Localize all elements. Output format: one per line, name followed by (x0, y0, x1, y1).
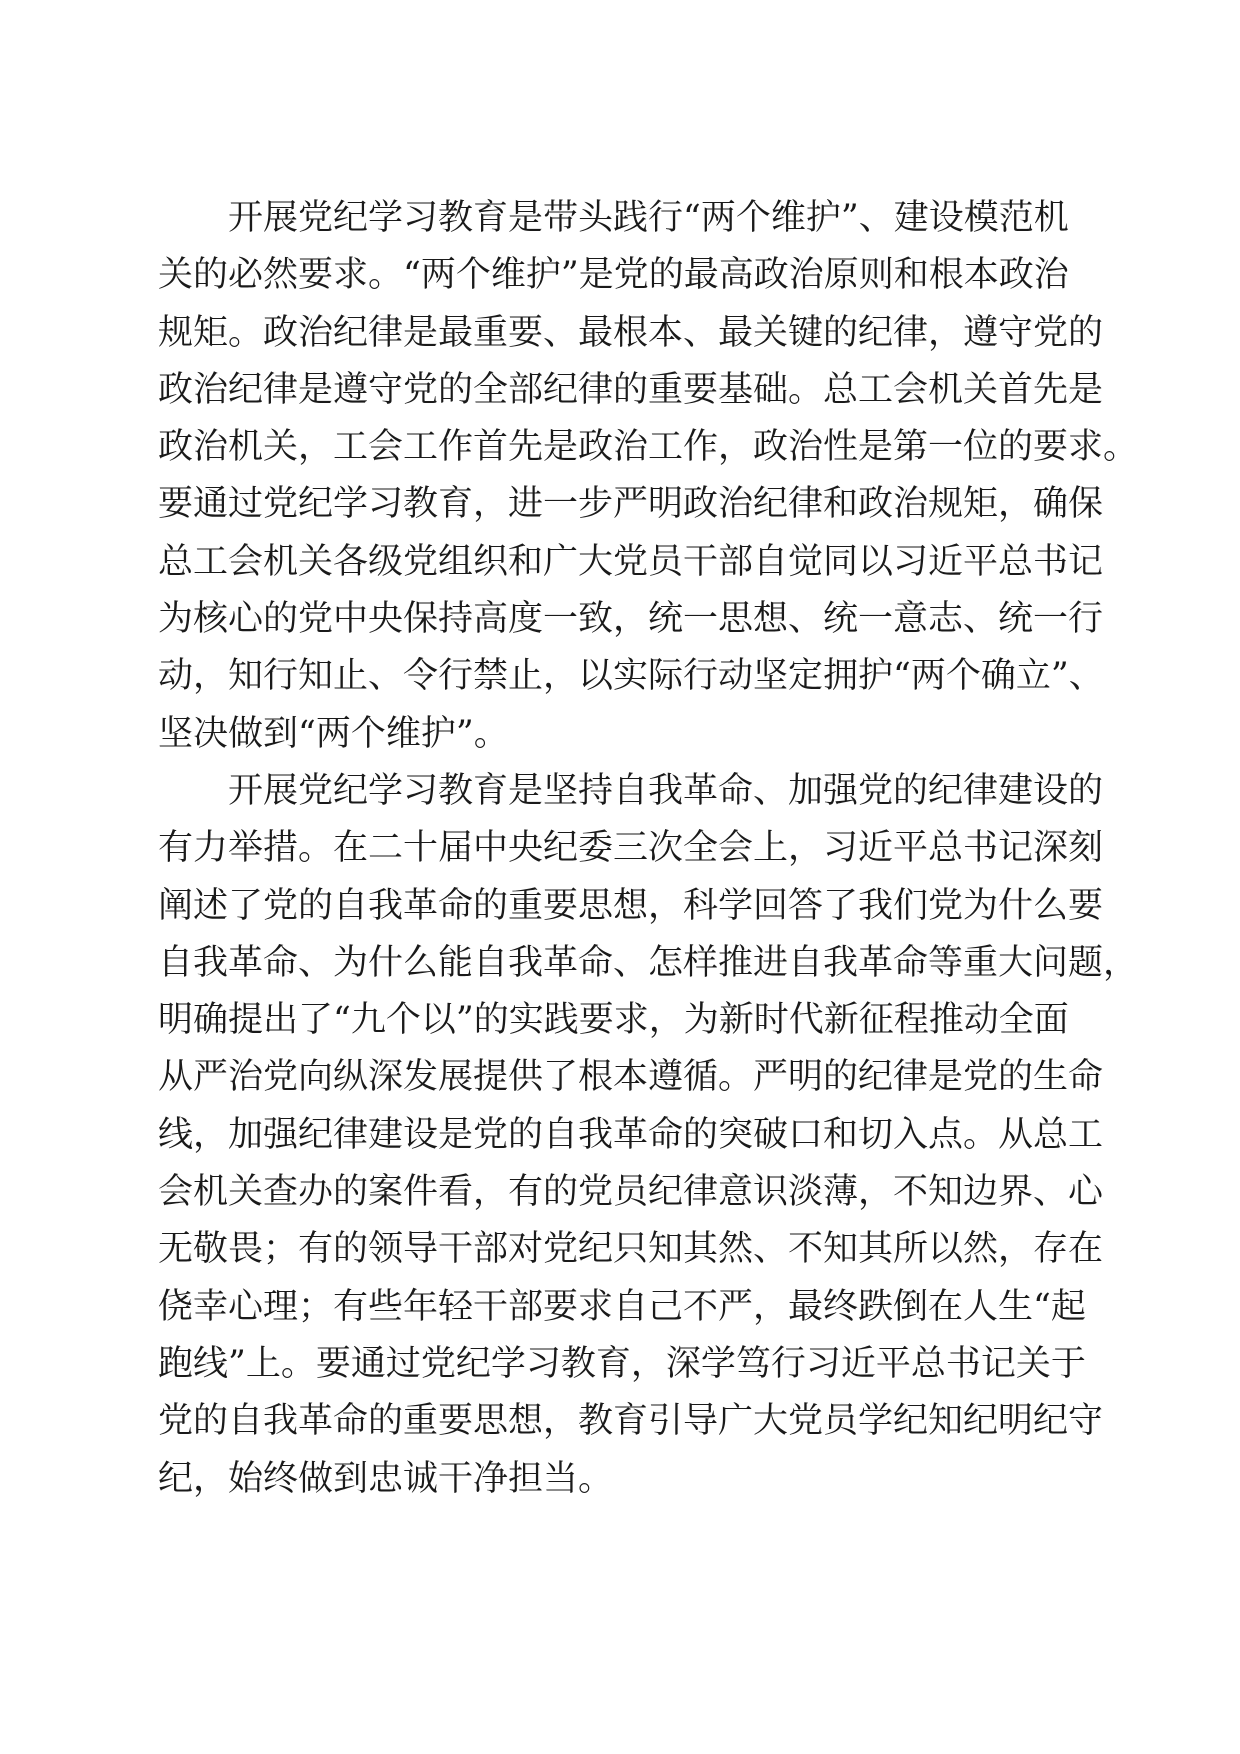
text-line: 自我革命、为什么能自我革命、怎样推进自我革命等重大问题， (158, 942, 1139, 983)
text-line: 关的必然要求。“两个维护”是党的最高政治原则和根本政治 (158, 255, 1069, 296)
text-line: 会机关查办的案件看，有的党员纪律意识淡薄，不知边界、心 (158, 1172, 1104, 1213)
text-line: 跑线”上。要通过党纪学习教育，深学笃行习近平总书记关于 (158, 1343, 1086, 1384)
text-line: 有力举措。在二十届中央纪委三次全会上，习近平总书记深刻 (158, 828, 1104, 869)
text-line: 阐述了党的自我革命的重要思想，科学回答了我们党为什么要 (158, 885, 1104, 926)
paragraph-1 (158, 190, 1139, 763)
text-line: 动，知行知止、令行禁止，以实际行动坚定拥护“两个确立”、 (158, 656, 1104, 697)
text-line: 开展党纪学习教育是坚持自我革命、加强党的纪律建设的 (228, 770, 1104, 811)
text-line: 坚决做到“两个维护”。 (158, 713, 509, 754)
text-line: 党的自我革命的重要思想，教育引导广大党员学纪知纪明纪守 (158, 1401, 1104, 1442)
text-line: 为核心的党中央保持高度一致，统一思想、统一意志、统一行 (158, 599, 1104, 640)
text-line: 要通过党纪学习教育，进一步严明政治纪律和政治规矩，确保 (158, 484, 1104, 525)
document-body (158, 190, 1139, 1508)
text-line: 无敬畏；有的领导干部对党纪只知其然、不知其所以然，存在 (158, 1229, 1104, 1270)
paragraph-2 (158, 763, 1139, 1508)
text-line: 总工会机关各级党组织和广大党员干部自觉同以习近平总书记 (158, 541, 1104, 582)
text-line: 侥幸心理；有些年轻干部要求自己不严，最终跌倒在人生“起 (158, 1286, 1086, 1327)
text-line: 政治纪律是遵守党的全部纪律的重要基础。总工会机关首先是 (158, 369, 1104, 410)
text-line: 开展党纪学习教育是带头践行“两个维护”、建设模范机 (228, 198, 1069, 238)
text-line: 线，加强纪律建设是党的自我革命的突破口和切入点。从总工 (158, 1114, 1104, 1155)
text-line: 政治机关，工会工作首先是政治工作，政治性是第一位的要求。 (158, 427, 1139, 468)
text-line: 规矩。政治纪律是最重要、最根本、最关键的纪律，遵守党的 (158, 312, 1104, 353)
text-line: 明确提出了“九个以”的实践要求，为新时代新征程推动全面 (158, 1000, 1069, 1041)
text-line: 从严治党向纵深发展提供了根本遵循。严明的纪律是党的生命 (158, 1057, 1104, 1098)
text-line: 纪，始终做到忠诚干净担当。 (158, 1458, 614, 1499)
